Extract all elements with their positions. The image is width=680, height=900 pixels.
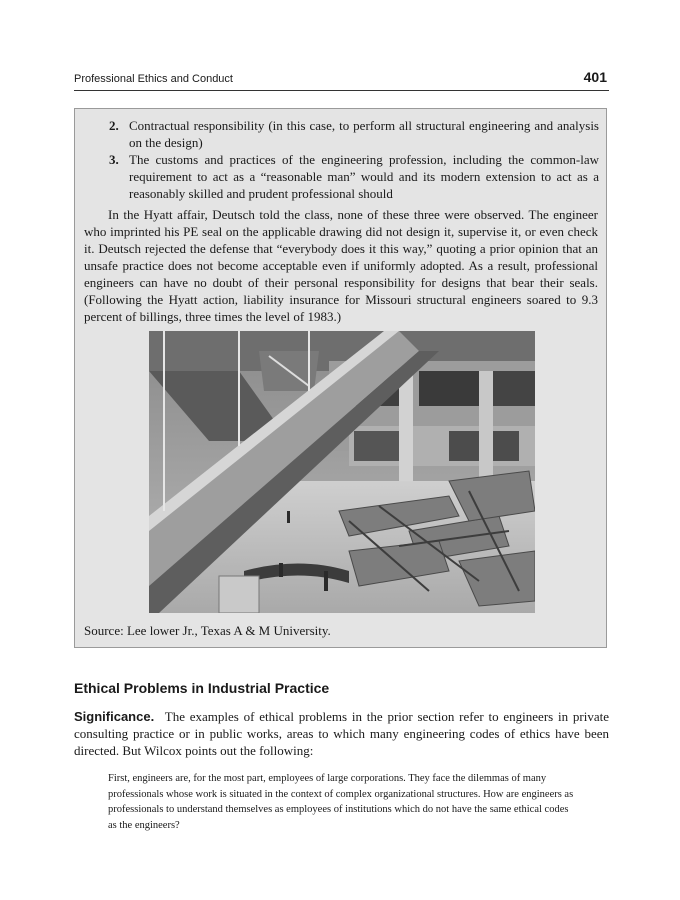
item-number: 2. (109, 118, 119, 133)
significance-text: The examples of ethical problems in the prior section refer to engineers in private consulting practice or in public works, areas to which many engineering codes of ethics have been directed. But Wilcox points out the following: (74, 709, 609, 758)
block-quote: First, engineers are, for the most part, employees of large corporations. They face the dilemmas of many professionals whose work is situated in the context of complex organizational structures. How are engineers as professionals to understand themselves as employees of institutions which do not have the same ethical codes as the engineers? (108, 773, 574, 831)
significance-paragraph (74, 708, 609, 759)
running-head (74, 69, 609, 91)
item-text: The customs and practices of the engineering profession, including the common-law requirement to act as a “reasonable man” would and its modern extension to act as a reasonably skilled and prudent professional should (129, 152, 599, 201)
item-text: Contractual responsibility (in this case, to perform all structural engineering and analysis on the design) (129, 118, 599, 150)
case-paragraph: In the Hyatt affair, Deutsch told the class, none of these three were observed. The engineer who imprinted his PE seal on the applicable drawing did not design it, supervise it, or even check it. Deutsch rejected the defense that “everybody does it this way,” quoting a prior opinion that an unsafe practice does not become acceptable even if uniformly adopted. As a result, professional engineers can have no doubt of their personal responsibility for designs that bear their seals. (Following the Hyatt action, liability insurance for Missouri structural engineers soared to 9.3 percent of billings, three times the level of 1983.) (84, 207, 598, 324)
running-title: Professional Ethics and Conduct (74, 73, 233, 85)
run-in-heading: Significance. (74, 709, 155, 724)
item-number: 3. (109, 152, 119, 167)
numbered-item (109, 151, 599, 202)
section-heading: Ethical Problems in Industrial Practice (74, 680, 330, 696)
photo-caption: Source: Lee lower Jr., Texas A & M University. (84, 623, 331, 638)
hyatt-collapse-photo (149, 331, 535, 613)
page-number: 401 (583, 69, 607, 85)
numbered-item (109, 117, 599, 151)
case-study-box (74, 108, 607, 648)
